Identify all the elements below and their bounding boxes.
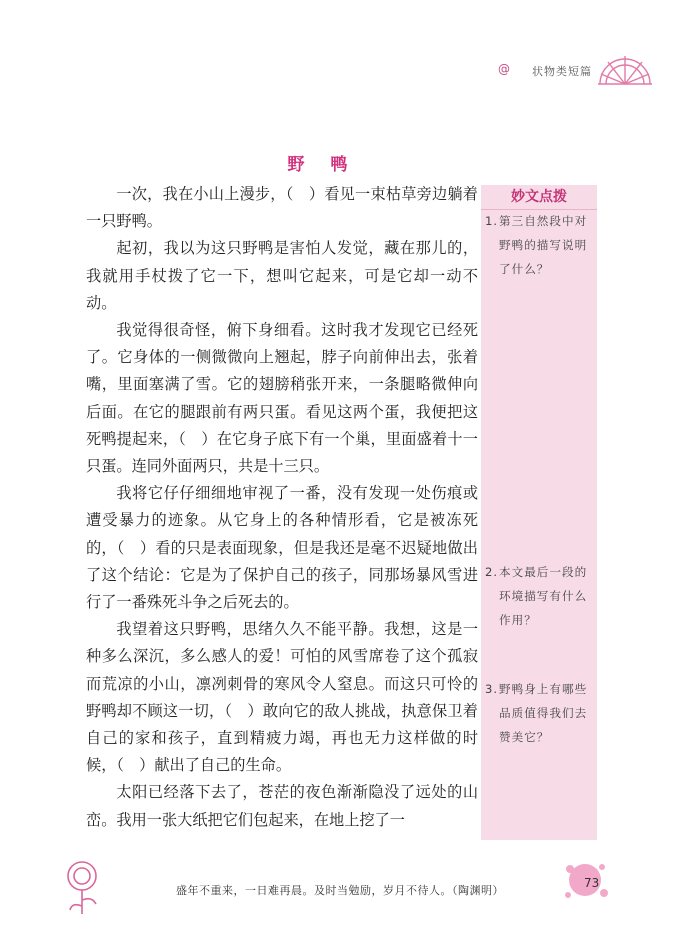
- tips-sidebar: [481, 185, 597, 840]
- paragraph: 我觉得很奇怪，俯下身细看。这时我才发现它已经死了。它身体的一侧微微向上翘起，脖子向前伸出去，张着嘴，里面塞满了雪。它的翅膀稍张开来，一条腿略微伸向后面。在它的腿跟前有两只蛋。看见这两个蛋，我便把这死鸭提起来，（ ）在它身子底下有一个巢，里面盛着十一只蛋。连同外面两只，共是十三只。: [86, 321, 478, 476]
- article-title: 野 鸭: [287, 155, 358, 175]
- header-symbol: @: [498, 62, 510, 76]
- question-item: [485, 677, 597, 749]
- paragraph: 我望着这只野鸭，思绪久久不能平静。我想，这是一种多么深沉，多么感人的爱！可怕的风雪席卷了这个孤寂而荒凉的小山，凛冽刺骨的寒风令人窒息。而这只可怜的野鸭却不顾这一切，（ ）敢向它的敌人挑战，执意保卫着自己的家和孩子，直到精疲力竭，再也无力这样做的时候，（ ）献出了自己的生命。: [86, 620, 478, 775]
- article-body: [86, 181, 478, 834]
- question-text: 第三自然段中对野鸭的描写说明了什么？: [499, 214, 588, 276]
- paragraph: 太阳已经落下去了，苍茫的夜色渐渐隐没了远处的山峦。我用一张大纸把它们包起来，在地上挖了一: [86, 783, 478, 829]
- page-number: 73: [584, 876, 600, 890]
- question-number: 1.: [485, 214, 499, 228]
- fan-decoration-icon: [596, 52, 654, 86]
- question-number: 2.: [485, 565, 499, 579]
- footer-quote: 盛年不重来，一日难再晨。及时当勉励，岁月不待人。（陶渊明）: [176, 884, 504, 897]
- paragraph: 一次，我在小山上漫步，（ ）看见一束枯草旁边躺着一只野鸭。: [86, 185, 478, 231]
- sidebar-heading: 妙文点拨: [481, 185, 597, 210]
- paragraph: 我将它仔仔细细地审视了一番，没有发现一处伤痕或遭受暴力的迹象。从它身上的各种情形看，它是被冻死的，（ ）看的只是表面现象，但是我还是毫不迟疑地做出了这个结论：它是为了保护自己的孩子，同那场暴风雪进行了一番殊死斗争之后死去的。: [86, 484, 478, 612]
- paragraph: 起初，我以为这只野鸭是害怕人发觉，藏在那儿的，我就用手杖拨了它一下，想叫它起来，可是它却一动不动。: [86, 239, 478, 312]
- question-text: 野鸭身上有哪些品质值得我们去赞美它？: [499, 682, 588, 744]
- question-number: 3.: [485, 682, 499, 696]
- section-label: 状物类短篇: [532, 65, 592, 78]
- question-item: [485, 560, 597, 632]
- question-item: [485, 209, 597, 281]
- question-text: 本文最后一段的环境描写有什么作用？: [499, 565, 588, 627]
